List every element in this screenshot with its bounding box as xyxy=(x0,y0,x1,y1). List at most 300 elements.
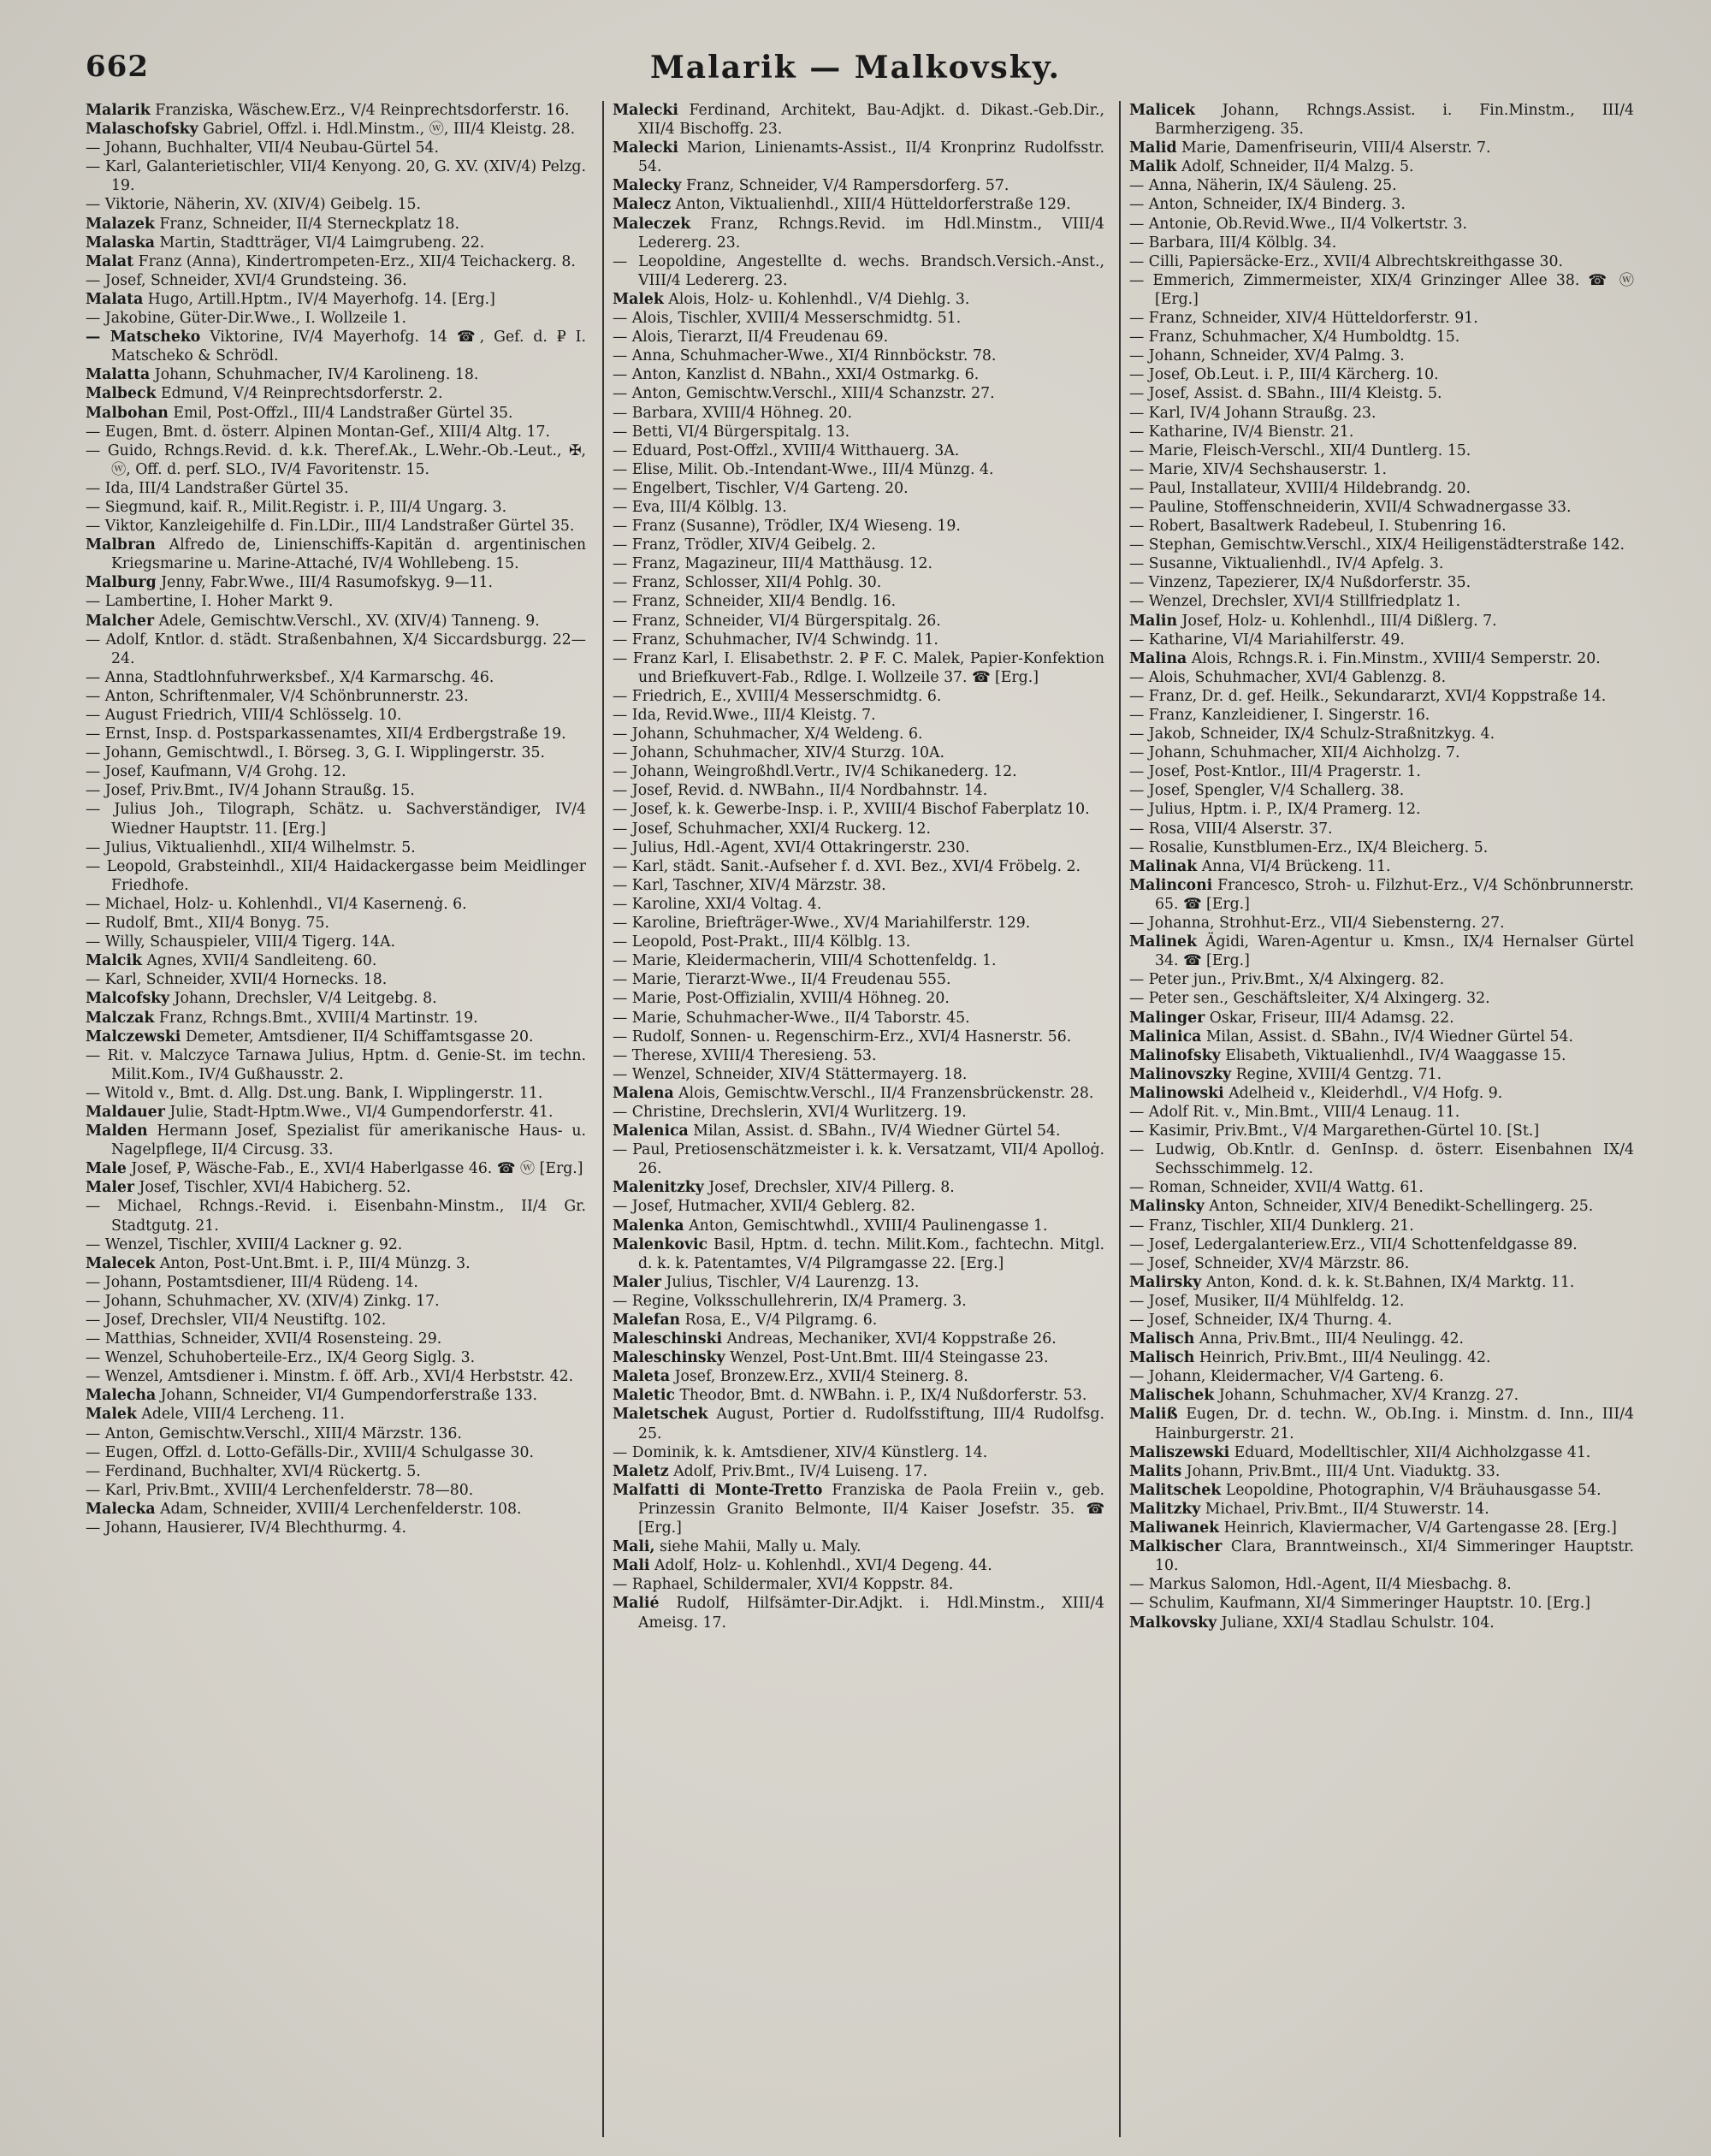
entry-details: — Ida, Revid.Wwe., III/4 Kleistg. 7. xyxy=(613,707,876,724)
entry-details: Regine, XVIII/4 Gentzg. 71. xyxy=(1235,1065,1442,1083)
entry-details: — Franz, Schneider, VI/4 Bürgerspitalg. 26. xyxy=(613,612,941,630)
entry-details: Anna, VI/4 Brückeng. 11. xyxy=(1201,857,1391,875)
directory-entry xyxy=(86,838,586,857)
directory-entry xyxy=(613,800,1104,819)
directory-entry xyxy=(1129,346,1634,365)
directory-entry xyxy=(86,215,586,234)
entry-details: — Katharine, VI/4 Mariahilferstr. 49. xyxy=(1129,631,1405,649)
entry-details: — Karl, IV/4 Johann Straußg. 23. xyxy=(1129,404,1376,422)
entry-details: — Marie, Fleisch-Verschl., XII/4 Duntlerg. 15. xyxy=(1129,441,1471,459)
directory-entry xyxy=(86,1292,586,1311)
entry-details: — Johann, Weingroßhdl.Vertr., IV/4 Schikanederg. 12. xyxy=(613,763,1017,781)
directory-entry xyxy=(1129,1217,1634,1235)
entry-details: — Josef, Kaufmann, V/4 Grohg. 12. xyxy=(86,763,346,781)
entry-surname: Malcofsky xyxy=(86,990,170,1008)
directory-entry xyxy=(1129,1537,1634,1575)
directory-entry xyxy=(86,1424,586,1443)
entry-surname: Male xyxy=(86,1160,127,1178)
entry-details: — Johann, Schuhmacher, XII/4 Aichholzg. 7. xyxy=(1129,744,1460,762)
entry-details: Alois, Gemischtw.Verschl., II/4 Franzensbrückenstr. 28. xyxy=(678,1084,1094,1102)
directory-entry xyxy=(613,1122,1104,1140)
entry-surname: Malinica xyxy=(1129,1028,1202,1045)
entry-surname: Malek xyxy=(613,290,664,308)
directory-entry xyxy=(86,951,586,970)
directory-entry xyxy=(613,1386,1104,1405)
directory-entry xyxy=(613,1405,1104,1442)
entry-details: Leopoldine, Photographin, V/4 Bräuhausgasse 54. xyxy=(1225,1481,1601,1499)
entry-details: Ägidi, Waren-Agentur u. Kmsn., IX/4 Hernalser Gürtel 34. ☎ [Erg.] xyxy=(1155,933,1634,970)
entry-details: Heinrich, Klaviermacher, V/4 Gartengasse 28. [Erg.] xyxy=(1223,1519,1617,1537)
directory-entry xyxy=(613,989,1104,1008)
entry-surname: Malecky xyxy=(613,177,682,195)
directory-entry xyxy=(1129,157,1634,176)
entry-details: — Marie, Tierarzt-Wwe., II/4 Freudenau 555. xyxy=(613,971,951,989)
entry-details: — Witold v., Bmt. d. Allg. Dst.ung. Bank, I. Wipplingerstr. 11. xyxy=(86,1084,543,1102)
directory-entry xyxy=(86,706,586,725)
entry-details: Franz, Rchngs.Revid. im Hdl.Minstm., VIII/4 Ledererg. 23. xyxy=(638,215,1104,252)
directory-entry xyxy=(1129,101,1634,139)
entry-surname: Malina xyxy=(1129,649,1187,667)
entry-surname: Malitzky xyxy=(1129,1500,1201,1518)
entry-details: — Friedrich, E., XVIII/4 Messerschmidtg. 6. xyxy=(613,687,942,705)
directory-entry xyxy=(613,536,1104,554)
entry-surname: Malecha xyxy=(86,1387,157,1405)
entry-details: — Engelbert, Tischler, V/4 Garteng. 20. xyxy=(613,479,909,497)
entry-surname: Malin xyxy=(1129,612,1178,630)
directory-entry xyxy=(86,1084,586,1103)
entry-surname: Malden xyxy=(86,1122,148,1140)
entry-details: — Marie, Schuhmacher-Wwe., II/4 Taborstr. 45. xyxy=(613,1009,970,1027)
entry-details: — Johann, Kleidermacher, V/4 Garteng. 6. xyxy=(1129,1368,1444,1386)
entry-details: Theodor, Bmt. d. NWBahn. i. P., IX/4 Nußdorferstr. 53. xyxy=(679,1387,1087,1405)
directory-entry xyxy=(613,252,1104,290)
directory-entry xyxy=(613,460,1104,479)
entry-details: Hugo, Artill.Hptm., IV/4 Mayerhofg. 14. [Erg.] xyxy=(147,290,495,308)
directory-entry xyxy=(86,857,586,895)
entry-details: — Peter jun., Priv.Bmt., X/4 Alxingerg. 82. xyxy=(1129,971,1445,989)
entry-details: Francesco, Stroh- u. Filzhut-Erz., V/4 Schönbrunnerstr. 65. ☎ [Erg.] xyxy=(1155,876,1634,913)
entry-details: — Paul, Installateur, XVIII/4 Hildebrandg. 20. xyxy=(1129,479,1471,497)
directory-entry xyxy=(613,1330,1104,1348)
entry-details: Josef, Drechsler, XIV/4 Pillerg. 8. xyxy=(708,1179,955,1197)
entry-details: Anton, Kond. d. k. k. St.Bahnen, IX/4 Marktg. 11. xyxy=(1205,1273,1575,1291)
entry-surname: Maletz xyxy=(613,1462,669,1480)
directory-entry xyxy=(86,1028,586,1046)
directory-entry xyxy=(86,195,586,214)
directory-entry xyxy=(86,1197,586,1235)
entry-surname: Malfatti di Monte-Tretto xyxy=(613,1481,823,1499)
entry-details: — Stephan, Gemischtw.Verschl., XIX/4 Heiligenstädterstraße 142. xyxy=(1129,536,1625,554)
entry-details: — Josef, Schneider, XV/4 Märzstr. 86. xyxy=(1129,1254,1410,1272)
directory-entry xyxy=(1129,668,1634,687)
entry-details: — Rudolf, Sonnen- u. Regenschirm-Erz., XVI/4 Hasnerstr. 56. xyxy=(613,1028,1072,1045)
directory-entry xyxy=(613,895,1104,914)
entry-details: — Antonie, Ob.Revid.Wwe., II/4 Volkertstr. 3. xyxy=(1129,215,1468,233)
entry-details: — Julius Joh., Tilograph, Schätz. u. Sachverständiger, IV/4 Wiedner Hauptstr. 11. [Erg.] xyxy=(86,801,586,838)
entry-details: — Johann, Schuhmacher, XIV/4 Sturzg. 10A. xyxy=(613,744,944,762)
directory-entry xyxy=(613,479,1104,498)
directory-entry xyxy=(1129,573,1634,592)
directory-entry xyxy=(613,838,1104,857)
directory-entry xyxy=(86,989,586,1008)
directory-entry xyxy=(1129,1197,1634,1216)
entry-details: — Viktorie, Näherin, XV. (XIV/4) Geibelg. 15. xyxy=(86,196,422,214)
directory-entry xyxy=(86,1254,586,1273)
directory-entry xyxy=(613,820,1104,838)
directory-entry xyxy=(1129,1046,1634,1065)
entry-details: Adolf, Holz- u. Kohlenhdl., XVI/4 Degeng. 44. xyxy=(654,1557,992,1575)
directory-entry xyxy=(1129,1348,1634,1367)
entry-surname: Malazek xyxy=(86,215,155,233)
entry-details: Alois, Holz- u. Kohlenhdl., V/4 Diehlg. 3. xyxy=(668,290,970,308)
entry-details: — Julius, Viktualienhdl., XII/4 Wilhelmstr. 5. xyxy=(86,838,416,856)
directory-entry xyxy=(86,309,586,328)
directory-entry xyxy=(86,1348,586,1367)
entry-details: — Alois, Schuhmacher, XVI/4 Gablenzg. 8. xyxy=(1129,668,1447,686)
directory-entry xyxy=(613,1537,1104,1556)
directory-entry xyxy=(1129,517,1634,536)
entry-details: — Wenzel, Tischler, XVIII/4 Lackner g. 92. xyxy=(86,1235,403,1253)
entry-surname: Malcher xyxy=(86,612,155,630)
entry-details: — Peter sen., Geschäftsleiter, X/4 Alxingerg. 32. xyxy=(1129,990,1490,1008)
entry-details: — Robert, Basaltwerk Radebeul, I. Stubenring 16. xyxy=(1129,518,1507,536)
entry-details: — Josef, Ob.Leut. i. P., III/4 Kärcherg. 10. xyxy=(1129,366,1439,384)
entry-surname: Malinsky xyxy=(1129,1198,1205,1216)
entry-details: — Johanna, Strohhut-Erz., VII/4 Siebensterng. 27. xyxy=(1129,915,1505,933)
directory-entry xyxy=(86,1103,586,1122)
page-header xyxy=(86,50,1625,101)
directory-entry xyxy=(613,876,1104,895)
entry-surname: Maleschinski xyxy=(613,1330,723,1348)
entry-details: Jenny, Fabr.Wwe., III/4 Rasumofskyg. 9—11. xyxy=(161,574,493,592)
entry-details: Agnes, XVII/4 Sandleiteng. 60. xyxy=(146,952,377,970)
entry-surname: Malirsky xyxy=(1129,1273,1202,1291)
directory-entry xyxy=(1129,195,1634,214)
entry-details: Basil, Hptm. d. techn. Milit.Kom., fachtechn. Mitgl. d. k. k. Patentamtes, V/4 Pilgramgasse 22. [Erg.] xyxy=(638,1235,1104,1272)
directory-entry xyxy=(1129,1254,1634,1273)
column-1 xyxy=(86,101,586,2137)
entry-details: — Pauline, Stoffenschneiderin, XVII/4 Schwadnergasse 33. xyxy=(1129,498,1572,516)
entry-details: — Josef, Post-Kntlor., III/4 Pragerstr. 1. xyxy=(1129,763,1421,781)
directory-entry xyxy=(86,1462,586,1481)
entry-details: Adele, Gemischtw.Verschl., XV. (XIV/4) Tanneng. 9. xyxy=(158,612,540,630)
directory-entry xyxy=(1129,1122,1634,1140)
directory-entry xyxy=(86,573,586,592)
entry-details: — Josef, k. k. Gewerbe-Insp. i. P., XVIII/4 Bischof Faberplatz 10. xyxy=(613,801,1090,819)
directory-entry xyxy=(1129,876,1634,914)
entry-details: Josef, Tischler, XVI/4 Habicherg. 52. xyxy=(139,1179,411,1197)
directory-entry xyxy=(613,743,1104,762)
directory-entry xyxy=(86,1386,586,1405)
entry-surname: Maleta xyxy=(613,1368,671,1386)
directory-entry xyxy=(613,1065,1104,1084)
entry-details: — Ernst, Insp. d. Postsparkassenamtes, XII/4 Erdbergstraße 19. xyxy=(86,726,566,743)
entry-details: — Karl, Schneider, XVII/4 Hornecks. 18. xyxy=(86,971,388,989)
entry-details: Adam, Schneider, XVIII/4 Lerchenfelderstr. 108. xyxy=(160,1500,522,1518)
entry-details: — Paul, Pretiosenschätzmeister i. k. k. Versatzamt, VII/4 Apolloġ. 26. xyxy=(613,1141,1104,1178)
entry-surname: Malisch xyxy=(1129,1330,1195,1348)
entry-surname: Malinovszky xyxy=(1129,1065,1232,1083)
entry-details: — Marie, XIV/4 Sechshauserstr. 1. xyxy=(1129,460,1388,478)
entry-details: Josef, Bronzew.Erz., XVII/4 Steinerg. 8. xyxy=(674,1368,968,1386)
directory-entry xyxy=(86,479,586,498)
entry-surname: Maler xyxy=(86,1179,134,1197)
directory-entry xyxy=(1129,554,1634,573)
entry-details: Michael, Priv.Bmt., II/4 Stuwerstr. 14. xyxy=(1205,1500,1489,1518)
directory-entry xyxy=(613,176,1104,195)
entry-details: — Lambertine, I. Hoher Markt 9. xyxy=(86,593,334,611)
directory-entry xyxy=(1129,933,1634,970)
directory-entry xyxy=(1129,1084,1634,1103)
entry-details: — Adolf, Kntlor. d. städt. Straßenbahnen, X/4 Siccardsburgg. 22—24. xyxy=(86,631,586,667)
entry-details: — Cilli, Papiersäcke-Erz., XVII/4 Albrechtskreithgasse 30. xyxy=(1129,252,1563,270)
directory-entry xyxy=(613,781,1104,800)
directory-entry xyxy=(1129,989,1634,1008)
entry-surname: Malat xyxy=(86,252,134,270)
entry-details: Alois, Rchngs.R. i. Fin.Minstm., XVIII/4 Semperstr. 20. xyxy=(1191,649,1601,667)
directory-entry xyxy=(86,1405,586,1424)
entry-details: — Alois, Tierarzt, II/4 Freudenau 69. xyxy=(613,329,889,346)
directory-entry xyxy=(86,687,586,706)
directory-entry xyxy=(613,1481,1104,1537)
entry-surname: Malenica xyxy=(613,1122,689,1140)
directory-entry xyxy=(613,404,1104,423)
entry-surname: Malecz xyxy=(613,196,672,214)
entry-details: Rosa, E., V/4 Pilgramg. 6. xyxy=(684,1312,878,1329)
directory-entry xyxy=(86,517,586,536)
directory-entry xyxy=(613,423,1104,441)
directory-entry xyxy=(86,781,586,800)
directory-entry xyxy=(613,328,1104,346)
entry-details: Anton, Viktualienhdl., XIII/4 Hütteldorferstraße 129. xyxy=(675,196,1071,214)
directory-entry xyxy=(1129,1235,1634,1254)
directory-entry xyxy=(1129,914,1634,933)
entry-details: — Franz, Schlosser, XII/4 Pohlg. 30. xyxy=(613,574,882,592)
entry-details: Julie, Stadt-Hptm.Wwe., VI/4 Gumpendorferstr. 41. xyxy=(169,1103,554,1121)
entry-surname: Malinek xyxy=(1129,933,1197,951)
entry-surname: Malischek xyxy=(1129,1387,1215,1405)
entry-surname: Malefan xyxy=(613,1312,681,1329)
entry-surname: Malecek xyxy=(86,1254,156,1272)
directory-entry xyxy=(1129,1614,1634,1632)
directory-entry xyxy=(1129,687,1634,706)
directory-entry xyxy=(613,195,1104,214)
entry-surname: Malcik xyxy=(86,952,142,970)
entry-surname: Malata xyxy=(86,290,144,308)
directory-entry xyxy=(1129,1481,1634,1500)
directory-entry xyxy=(1129,1405,1634,1442)
directory-entry xyxy=(613,517,1104,536)
directory-entry xyxy=(1129,1575,1634,1594)
entry-details: — Wenzel, Schneider, XIV/4 Stättermayerg. 18. xyxy=(613,1065,968,1083)
entry-surname: Malinofsky xyxy=(1129,1046,1221,1064)
entry-details: Emil, Post-Offzl., III/4 Landstraßer Gürtel 35. xyxy=(173,404,513,422)
entry-details: — Michael, Holz- u. Kohlenhdl., VI/4 Kasernenġ. 6. xyxy=(86,895,467,913)
entry-details: — Leopold, Post-Prakt., III/4 Kölblg. 13. xyxy=(613,933,911,951)
directory-entry xyxy=(1129,1292,1634,1311)
entry-details: Anton, Schneider, XIV/4 Benedikt-Schellingerg. 25. xyxy=(1209,1198,1594,1216)
entry-details: — Viktor, Kanzleigehilfe d. Fin.LDir., III/4 Landstraßer Gürtel 35. xyxy=(86,518,575,536)
entry-details: — Siegmund, kaif. R., Milit.Registr. i. P., III/4 Ungarg. 3. xyxy=(86,498,507,516)
directory-entry xyxy=(613,1556,1104,1575)
entry-details: — Josef, Drechsler, VII/4 Neustiftg. 102. xyxy=(86,1312,387,1329)
directory-entry xyxy=(613,951,1104,970)
directory-entry xyxy=(1129,479,1634,498)
directory-entry xyxy=(86,290,586,309)
directory-entry xyxy=(613,725,1104,743)
entry-details: — Matthias, Schneider, XVII/4 Rosensteing. 29. xyxy=(86,1330,442,1348)
entry-surname: Malaschofsky xyxy=(86,121,198,139)
directory-entry xyxy=(613,1311,1104,1330)
entry-details: — Jakobine, Güter-Dir.Wwe., I. Wollzeile 1. xyxy=(86,310,406,328)
directory-entry xyxy=(613,592,1104,611)
directory-entry xyxy=(1129,970,1634,989)
entry-details: Andreas, Mechaniker, XVI/4 Koppstraße 26. xyxy=(726,1330,1057,1348)
entry-details: — Willy, Schauspieler, VIII/4 Tigerg. 14A. xyxy=(86,933,396,951)
directory-entry xyxy=(613,1348,1104,1367)
entry-details: Johann, Drechsler, V/4 Leitgebg. 8. xyxy=(174,990,437,1008)
entry-surname: Malatta xyxy=(86,366,151,384)
entry-details: Juliane, XXI/4 Stadlau Schulstr. 104. xyxy=(1221,1614,1495,1632)
entry-surname: Malena xyxy=(613,1084,674,1102)
entry-details: — Christine, Drechslerin, XVI/4 Wurlitzerg. 19. xyxy=(613,1103,967,1121)
directory-entry xyxy=(613,1273,1104,1292)
directory-entry xyxy=(613,1575,1104,1594)
directory-entry xyxy=(613,970,1104,989)
entry-surname: Malarik xyxy=(86,102,151,119)
entry-details: Franz (Anna), Kindertrompeten-Erz., XII/4 Teichackerg. 8. xyxy=(138,252,576,270)
entry-details: — Karl, Priv.Bmt., XVIII/4 Lerchenfelderstr. 78—80. xyxy=(86,1481,474,1499)
directory-entry xyxy=(1129,1500,1634,1519)
entry-details: Adolf, Schneider, II/4 Malzg. 5. xyxy=(1181,158,1414,176)
entry-surname: Malczak xyxy=(86,1009,155,1027)
entry-details: — Franz, Magazineur, III/4 Matthäusg. 12. xyxy=(613,555,933,573)
entry-details: — Anton, Gemischtw.Verschl., XIII/4 Märzstr. 136. xyxy=(86,1424,462,1442)
entry-details: Marie, Damenfriseurin, VIII/4 Alserstr. 7. xyxy=(1181,139,1491,157)
entry-details: Johann, Schneider, VI/4 Gumpendorferstraße 133. xyxy=(160,1387,537,1405)
entry-surname: Malid xyxy=(1129,139,1177,157)
entry-surname: Maliwanek xyxy=(1129,1519,1220,1537)
entry-details: — Josef, Revid. d. NWBahn., II/4 Nordbahnstr. 14. xyxy=(613,782,988,800)
directory-entry xyxy=(1129,820,1634,838)
directory-entry xyxy=(1129,800,1634,819)
directory-entry xyxy=(613,1462,1104,1481)
entry-details: Elisabeth, Viktualienhdl., IV/4 Waaggasse 15. xyxy=(1225,1046,1566,1064)
entry-details: Wenzel, Post-Unt.Bmt. III/4 Steingasse 23. xyxy=(730,1349,1049,1367)
directory-entry xyxy=(86,1481,586,1500)
entry-details: Gabriel, Offzl. i. Hdl.Minstm., ⓦ, III/4 Kleistg. 28. xyxy=(203,121,576,139)
entry-surname: Maliszewski xyxy=(1129,1443,1230,1461)
entry-details: — Markus Salomon, Hdl.-Agent, II/4 Miesbachg. 8. xyxy=(1129,1576,1512,1594)
entry-surname: — Matscheko xyxy=(86,329,201,346)
directory-entry xyxy=(1129,215,1634,234)
entry-details: — Jakob, Schneider, IX/4 Schulz-Straßnitzkyg. 4. xyxy=(1129,726,1495,743)
entry-details: — Franz Karl, I. Elisabethstr. 2. ₽ F. C. Malek, Papier-Konfektion und Briefkuvert-Fab., Rdlge. I. Wollzeile 37. ☎ [Erg.] xyxy=(613,649,1104,686)
entry-surname: Malczewski xyxy=(86,1028,181,1045)
directory-entry xyxy=(1129,1311,1634,1330)
entry-details: August, Portier d. Rudolfsstiftung, III/4 Rudolfsg. 25. xyxy=(638,1406,1104,1442)
entry-details: Milan, Assist. d. SBahn., IV/4 Wiedner Gürtel 54. xyxy=(1205,1028,1574,1045)
entry-details: — Schulim, Kaufmann, XI/4 Simmeringer Hauptstr. 10. [Erg.] xyxy=(1129,1595,1590,1613)
directory-entry xyxy=(86,725,586,743)
directory-entry xyxy=(613,384,1104,403)
entry-details: Rudolf, Hilfsämter-Dir.Adjkt. i. Hdl.Minstm., XIII/4 Ameisg. 17. xyxy=(638,1595,1104,1632)
directory-entry xyxy=(86,498,586,517)
entry-details: — Barbara, III/4 Kölblg. 34. xyxy=(1129,234,1337,252)
directory-entry xyxy=(613,1367,1104,1386)
entry-details: — Karl, Taschner, XIV/4 Märzstr. 38. xyxy=(613,876,886,894)
entry-surname: Mali xyxy=(613,1557,650,1575)
directory-entry xyxy=(613,1028,1104,1046)
directory-entry xyxy=(1129,1367,1634,1386)
directory-entry xyxy=(613,649,1104,687)
directory-entry xyxy=(1129,1330,1634,1348)
entry-surname: Malisch xyxy=(1129,1349,1195,1367)
entry-details: — Roman, Schneider, XVII/4 Wattg. 61. xyxy=(1129,1179,1424,1197)
entry-surname: Malitschek xyxy=(1129,1481,1222,1499)
directory-entry xyxy=(613,1046,1104,1065)
directory-entry xyxy=(1129,441,1634,460)
directory-entry xyxy=(1129,365,1634,384)
directory-entry xyxy=(86,423,586,441)
directory-entry xyxy=(86,592,586,611)
entry-details: Josef, Holz- u. Kohlenhdl., III/4 Dißlerg. 7. xyxy=(1181,612,1497,630)
directory-entry xyxy=(86,120,586,139)
entry-details: — Rosa, VIII/4 Alserstr. 37. xyxy=(1129,820,1333,838)
directory-entry xyxy=(613,762,1104,781)
entry-details: Anna, Priv.Bmt., III/4 Neulingg. 42. xyxy=(1199,1330,1464,1348)
entry-details: Adelheid v., Kleiderhdl., V/4 Hofg. 9. xyxy=(1228,1084,1503,1102)
entry-surname: Malbran xyxy=(86,536,156,554)
entry-details: Anton, Post-Unt.Bmt. i. P., III/4 Münzg. 3. xyxy=(159,1254,471,1272)
entry-surname: Malburg xyxy=(86,574,157,592)
entry-surname: Malbeck xyxy=(86,385,157,403)
directory-entry xyxy=(1129,460,1634,479)
entry-details: — Franz, Tischler, XII/4 Dunklerg. 21. xyxy=(1129,1217,1414,1235)
directory-entry xyxy=(1129,706,1634,725)
entry-surname: Mali, xyxy=(613,1538,655,1556)
entry-details: — Alois, Tischler, XVIII/4 Messerschmidtg. 51. xyxy=(613,310,962,328)
directory-entry xyxy=(86,328,586,365)
directory-entry xyxy=(613,498,1104,517)
directory-entry xyxy=(86,1046,586,1084)
entry-details: — Josef, Assist. d. SBahn., III/4 Kleistg. 5. xyxy=(1129,385,1442,403)
directory-entry xyxy=(1129,1009,1634,1028)
entry-surname: Maleczek xyxy=(613,215,691,233)
entry-surname: Maliß xyxy=(1129,1406,1178,1424)
directory-entry xyxy=(1129,592,1634,611)
directory-entry xyxy=(86,252,586,271)
entry-details: — Anton, Schriftenmaler, V/4 Schönbrunnerstr. 23. xyxy=(86,687,469,705)
entry-details: Johann, Schuhmacher, XV/4 Kranzg. 27. xyxy=(1218,1387,1519,1405)
directory-entry xyxy=(1129,612,1634,631)
entry-details: Heinrich, Priv.Bmt., III/4 Neulingg. 42. xyxy=(1199,1349,1491,1367)
directory-entry xyxy=(613,101,1104,139)
entry-details: — Elise, Milit. Ob.-Intendant-Wwe., III/4 Münzg. 4. xyxy=(613,460,994,478)
entry-details: — Wenzel, Drechsler, XVI/4 Stillfriedplatz 1. xyxy=(1129,593,1461,611)
column-3 xyxy=(1119,101,1634,2137)
entry-details: siehe Mahii, Mally u. Maly. xyxy=(659,1538,861,1556)
entry-details: — Johann, Hausierer, IV/4 Blechthurmg. 4. xyxy=(86,1519,407,1537)
directory-entry xyxy=(1129,176,1634,195)
directory-entry xyxy=(86,743,586,762)
directory-entry xyxy=(613,914,1104,933)
entry-details: — Ida, III/4 Landstraßer Gürtel 35. xyxy=(86,479,349,497)
entry-surname: Malecka xyxy=(86,1500,156,1518)
entry-details: Oskar, Friseur, III/4 Adamsg. 22. xyxy=(1209,1009,1454,1027)
entry-surname: Malaska xyxy=(86,234,155,252)
directory-entry xyxy=(86,441,586,479)
